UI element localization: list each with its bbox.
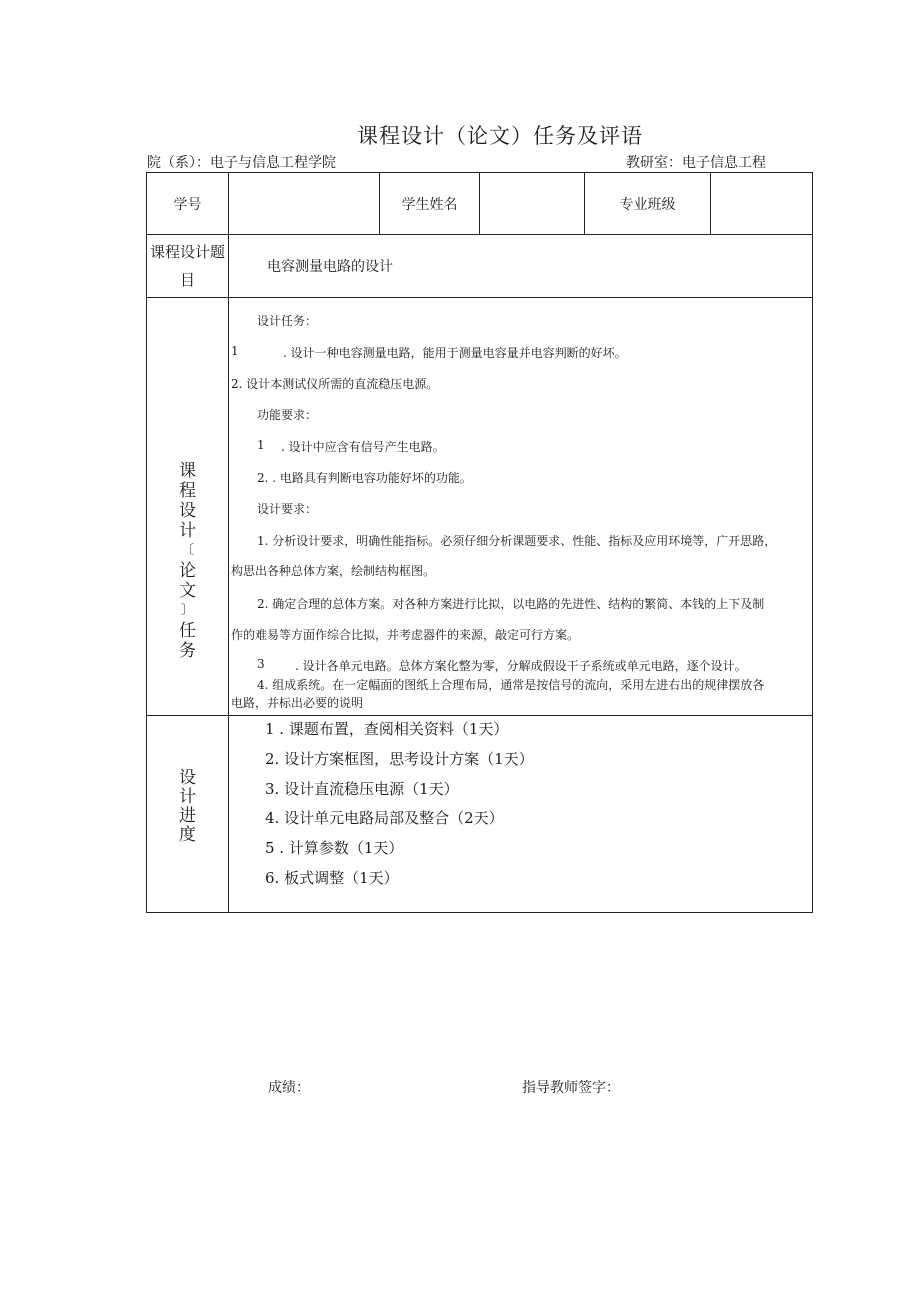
progress-item: 4. 设计单元电路局部及整合（2天） xyxy=(265,809,504,827)
function-heading: 功能要求： xyxy=(257,408,318,422)
requirement-item: 4. 组成系统。在一定幅面的图纸上合理布局，通常是按信号的流向，采用左进右出的规律摆放各 xyxy=(257,678,765,692)
function-item: 2. . 电路具有判断电容功能好坏的功能。 xyxy=(257,471,472,485)
office-label: 教研室：电子信息工程 xyxy=(626,155,766,171)
topic-label xyxy=(147,235,229,298)
task-item-number: 1 xyxy=(231,344,239,358)
task-char: 任 xyxy=(179,620,196,641)
function-item-number: 1 xyxy=(257,438,265,452)
task-label-vertical xyxy=(147,353,228,661)
task-item: . 设计一种电容测量电路，能用于测量电容量并电容判断的好坏。 xyxy=(283,346,627,360)
task-content xyxy=(229,298,813,716)
progress-char: 设 xyxy=(179,768,196,788)
signature-label: 指导教师签字： xyxy=(522,1080,620,1096)
requirement-item: . 设计各单元电路。总体方案化整为零，分解成假设干子系统或单元电路，逐个设计。 xyxy=(295,659,747,673)
topic-value xyxy=(229,235,813,298)
function-item: . 设计中应含有信号产生电路。 xyxy=(281,440,445,454)
student-name-cell[interactable] xyxy=(480,173,585,235)
progress-item: 1 . 课题布置，查阅相关资料（1天） xyxy=(265,720,509,738)
student-name-label: 学生姓名 xyxy=(380,173,480,235)
task-char: 务 xyxy=(179,640,196,661)
task-heading: 设计任务： xyxy=(257,314,318,328)
task-char: 课 xyxy=(179,460,196,481)
page-title: 课程设计（论文）任务及评语 xyxy=(357,124,643,148)
requirement-heading: 设计要求： xyxy=(257,502,318,516)
topic-label-line2: 目 xyxy=(179,271,195,289)
task-label xyxy=(147,298,229,716)
department-label: 院（系）：电子与信息工程学院 xyxy=(147,155,336,171)
progress-item: 6. 板式调整（1天） xyxy=(265,869,399,887)
progress-char: 计 xyxy=(179,787,196,807)
topic-label-line1: 课程设计题 xyxy=(149,243,225,261)
progress-item: 5 . 计算参数（1天） xyxy=(265,839,404,857)
student-id-cell[interactable] xyxy=(229,173,380,235)
grade-label: 成绩： xyxy=(268,1080,310,1096)
requirement-item: 电路，并标出必要的说明 xyxy=(231,696,364,710)
task-char: 文 xyxy=(179,580,196,601)
progress-char: 度 xyxy=(179,825,196,845)
requirement-item: 构思出各种总体方案，绘制结构框图。 xyxy=(231,564,436,578)
task-char: 〕 xyxy=(180,602,194,618)
progress-content xyxy=(229,716,813,913)
progress-item: 2. 设计方案框图，思考设计方案（1天） xyxy=(265,750,534,768)
progress-label-vertical xyxy=(147,769,228,845)
task-char: 程 xyxy=(179,480,196,501)
task-item: 2. 设计本测试仪所需的直流稳压电源。 xyxy=(231,377,439,391)
requirement-item: 作的难易等方面作综合比拟，并考虑器件的来源，敲定可行方案。 xyxy=(231,628,580,642)
topic-text: 电容测量电路的设计 xyxy=(267,259,393,275)
task-char: 计 xyxy=(179,520,196,541)
task-char: 论 xyxy=(179,560,196,581)
progress-char: 进 xyxy=(179,806,196,826)
course-design-form xyxy=(146,172,813,913)
progress-label xyxy=(147,716,229,913)
requirement-item: 1. 分析设计要求，明确性能指标。必须仔细分析课题要求、性能、指标及应用环境等，广开思路， xyxy=(257,534,777,548)
task-char: 〔 xyxy=(180,542,194,558)
requirement-item: 2. 确定合理的总体方案。对各种方案进行比拟，以电路的先进性、结构的繁简、本钱的上下及制 xyxy=(257,597,765,611)
class-cell[interactable] xyxy=(711,173,813,235)
student-id-label: 学号 xyxy=(147,173,229,235)
task-char: 设 xyxy=(179,500,196,521)
class-label: 专业班级 xyxy=(585,173,711,235)
progress-item: 3. 设计直流稳压电源（1天） xyxy=(265,780,459,798)
requirement-item-number: 3 xyxy=(257,657,265,671)
